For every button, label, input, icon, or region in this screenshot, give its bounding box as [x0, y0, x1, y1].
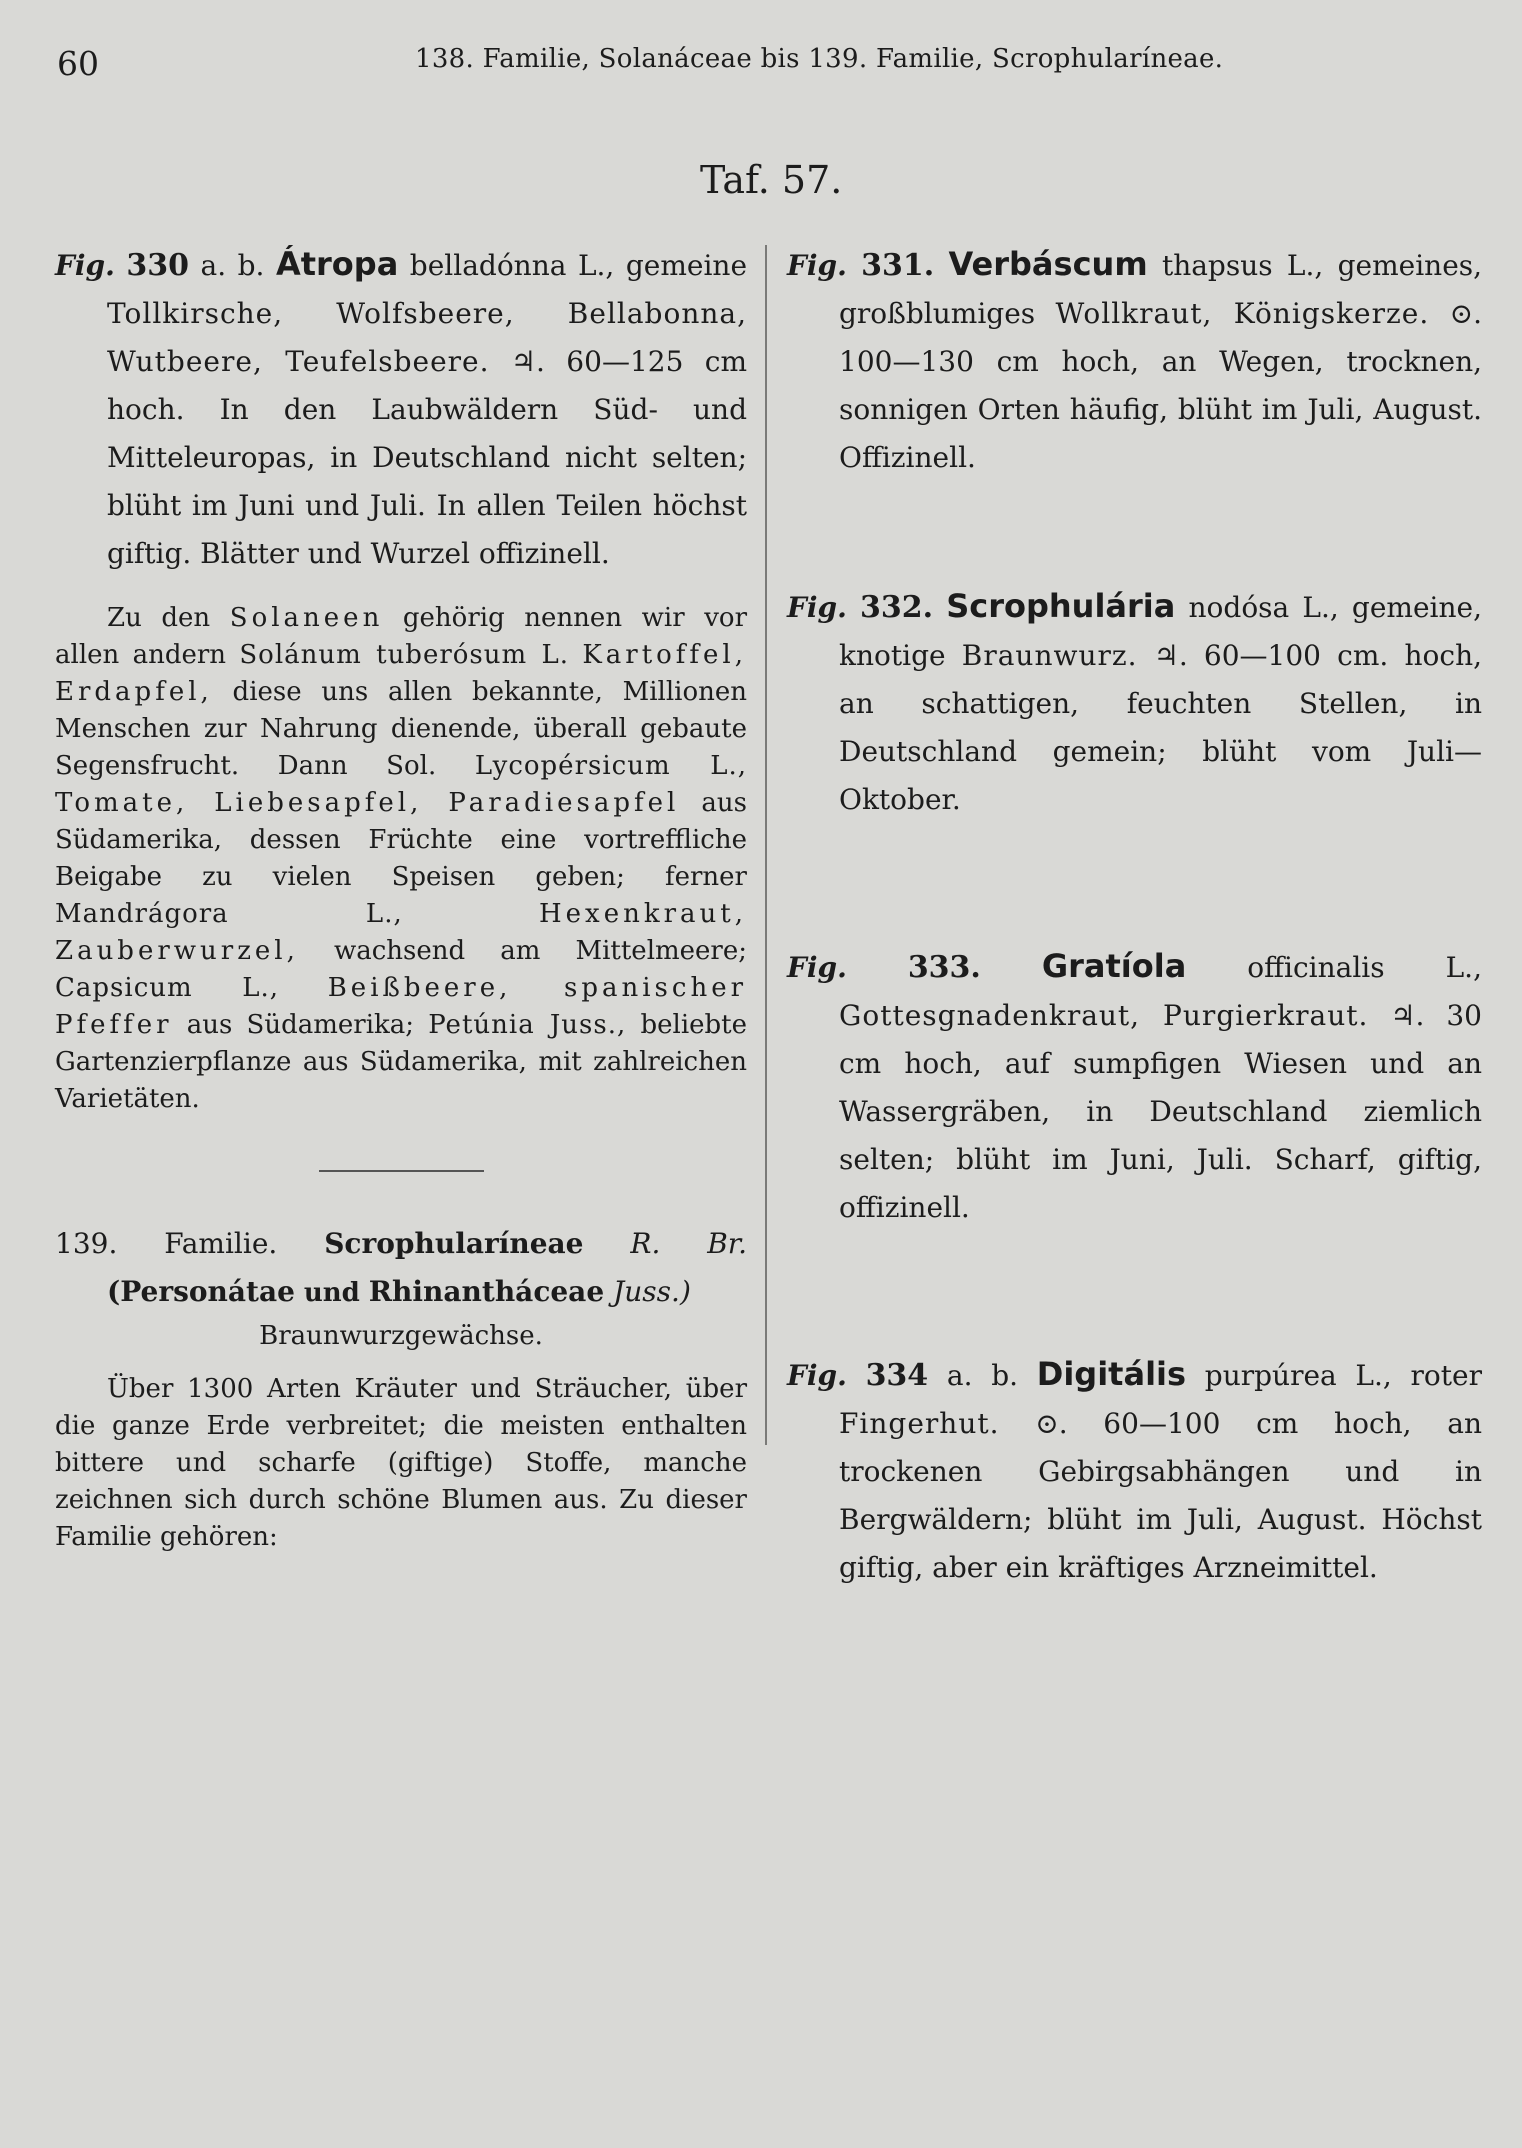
- text-run: Zu den: [107, 603, 211, 633]
- plate-title: Taf. 57.: [700, 158, 843, 202]
- conjunction: und: [303, 1278, 360, 1308]
- spaced-term: Beißbeere, spanischer Pfeffer: [55, 973, 748, 1040]
- family-prefix: 139. Familie.: [55, 1227, 278, 1260]
- common-names: Tollkirsche, Wolfsbeere, Bellabonna, Wutbeere, Teufelsbeere.: [107, 297, 747, 378]
- genus-name: Gratíola: [1041, 947, 1187, 985]
- family-name: Scrophularíneae: [324, 1227, 584, 1260]
- fig-label: Fig.: [787, 951, 847, 984]
- running-head: 138. Familie, Solanáceae bis 139. Familie, Scrophularíneae.: [415, 44, 1224, 74]
- family-synonym: Rhinantháceae: [368, 1275, 605, 1308]
- text-run: aus Südamerika, dessen Früchte eine vortreffliche Beigabe zu vielen Speisen geben; ferner: [55, 788, 747, 892]
- species-name: officinalis L.,: [1247, 951, 1482, 984]
- entry-fig-331: [787, 240, 1482, 482]
- entry-fig-334: [787, 1350, 1482, 1592]
- family-author: Juss.): [613, 1275, 691, 1308]
- right-column: [787, 240, 1482, 1592]
- entry-fig-332: [787, 582, 1482, 824]
- family-synonym: (Personátae: [107, 1275, 295, 1308]
- fig-label: Fig.: [787, 591, 847, 624]
- latin-name: Capsicum L.,: [55, 973, 280, 1003]
- fig-label: Fig.: [55, 249, 115, 282]
- text-run: aus Südamerika;: [186, 1010, 415, 1040]
- genus-name: Verbáscum: [948, 245, 1148, 283]
- fig-suffix: a. b.: [200, 249, 265, 282]
- text-run: gehörig nennen wir vor allen andern: [55, 603, 748, 670]
- spaced-term: Tomate, Liebesapfel, Paradiesapfel: [55, 788, 680, 818]
- genus-name: Digitális: [1036, 1355, 1187, 1393]
- page-header: [55, 40, 1462, 83]
- entry-body: ♃. 60—125 cm hoch. In den Laubwäldern Süd- und Mitteleuropas, in Deutschland nicht selten; blüht im Juni und Juli. In allen Teilen höchst giftig. Blätter und Wurzel offizinell.: [107, 345, 747, 570]
- genus-name: Scrophulária: [946, 587, 1176, 625]
- family-german-name: Braunwurzgewächse.: [259, 1321, 543, 1351]
- fig-label: Fig.: [787, 1359, 847, 1392]
- latin-name: Solánum tuberósum L.: [239, 640, 570, 670]
- text-run: beliebte Gartenzierpflanze aus Südamerika, mit zahlreichen Varietäten.: [55, 1010, 747, 1114]
- fig-number: 330: [126, 248, 189, 283]
- text-run: wachsend am Mittelmeere;: [333, 936, 748, 966]
- fig-number: 332.: [859, 590, 934, 625]
- fig-label: Fig.: [787, 249, 847, 282]
- species-name: purpúrea L., roter: [1204, 1359, 1482, 1392]
- entry-body: ⊙. 60—100 cm hoch, an trockenen Gebirgsabhängen und in Bergwäldern; blüht im Juli, August. Höchst giftig, aber ein kräftiges Arzneimittel.: [839, 1407, 1482, 1584]
- column-divider: [765, 245, 767, 1445]
- spaced-term: Kartoffel, Erdapfel,: [55, 640, 748, 707]
- fig-number: 334: [865, 1358, 929, 1393]
- entry-body: ⊙. 100—130 cm hoch, an Wegen, trocknen, sonnigen Orten häufig, blüht im Juli, August. Offizinell.: [839, 297, 1482, 474]
- species-name: nodósa L., gemeine, knotige: [839, 591, 1482, 672]
- common-names: Wollkraut, Königskerze.: [1055, 297, 1430, 330]
- section-rule: [319, 1170, 484, 1172]
- species-name: belladónna L., gemeine: [409, 249, 748, 282]
- left-column: [55, 240, 747, 1556]
- genus-name: Átropa: [275, 245, 399, 283]
- entry-body: ♃. 60—100 cm. hoch, an schattigen, feuchten Stellen, in Deutschland gemein; blüht vom Juli—Oktober.: [839, 639, 1483, 816]
- latin-name: Lycopérsicum L.,: [474, 751, 748, 781]
- text-run: diese uns allen bekannte, Millionen Menschen zur Nahrung dienende, überall gebaute Segensfrucht. Dann Sol.: [55, 677, 747, 781]
- species-name: thapsus L., gemeines, großblumiges: [839, 249, 1483, 330]
- spaced-term: Solaneen: [229, 603, 384, 633]
- solanaceae-paragraph: [55, 600, 747, 1118]
- fig-number: 331.: [861, 248, 935, 283]
- fig-number: 333.: [907, 950, 981, 985]
- entry-fig-330: [55, 240, 747, 578]
- spaced-term: Hexenkraut, Zauberwurzel,: [55, 899, 747, 966]
- common-names: Gottesgnadenkraut, Purgierkraut.: [839, 999, 1369, 1032]
- family-description: Über 1300 Arten Kräuter und Sträucher, über die ganze Erde verbreitet; die meisten enthalten bittere und scharfe (giftige) Stoffe, manche zeichnen sich durch schöne Blumen aus. Zu dieser Familie gehören:: [55, 1374, 747, 1552]
- page-number: 60: [57, 44, 99, 83]
- family-author: R. Br.: [630, 1227, 748, 1260]
- common-names: Braunwurz.: [961, 639, 1138, 672]
- family-139-heading: [55, 1220, 747, 1316]
- common-names: Fingerhut.: [839, 1407, 1000, 1440]
- entry-fig-333: [787, 942, 1482, 1232]
- latin-name: Petúnia Juss.,: [428, 1010, 627, 1040]
- fig-suffix: a. b.: [946, 1359, 1019, 1392]
- latin-name: Mandrágora L.,: [55, 899, 403, 929]
- entry-body: ♃. 30 cm hoch, auf sumpfigen Wiesen und an Wassergräben, in Deutschland ziemlich selten; blüht im Juni, Juli. Scharf, giftig, offizinell.: [839, 999, 1482, 1224]
